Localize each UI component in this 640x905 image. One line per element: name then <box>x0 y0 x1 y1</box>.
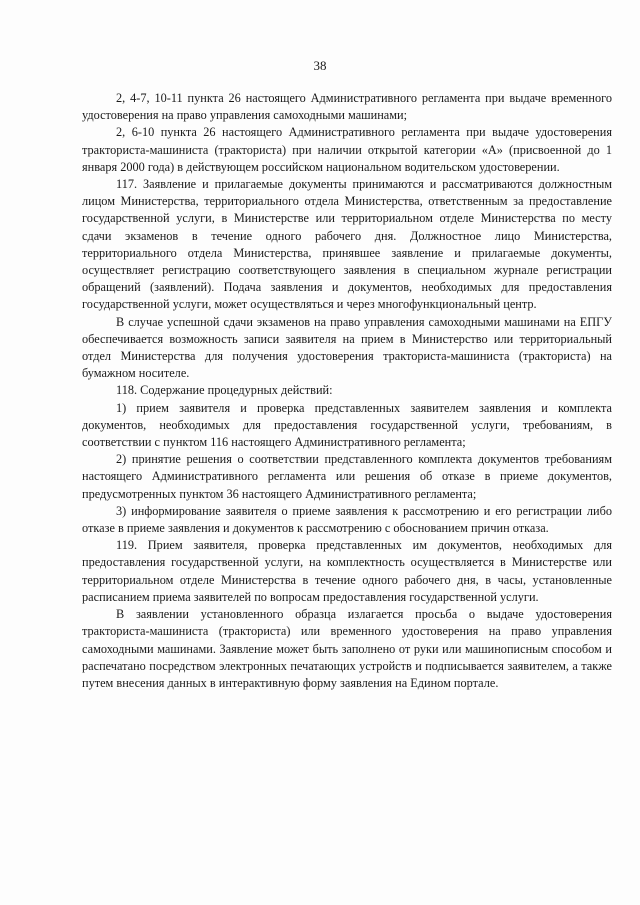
paragraph: 119. Прием заявителя, проверка представленных им документов, необходимых для предоставления государственной услуги, на комплектность осуществляется в Министерстве или территориальном отделе Министерства в течение одного рабочего дня, в часы, установленные расписанием приема заявителей по вопросам предоставления государственной услуги. <box>82 538 612 604</box>
paragraph: 2) принятие решения о соответствии представленного комплекта документов требованиям настоящего Административного регламента или решения об отказе в приеме документов, предусмотренных пунктом 36 настоящего Административного регламента; <box>82 452 612 501</box>
paragraph: 118. Содержание процедурных действий: <box>116 383 333 398</box>
paragraph: В случае успешной сдачи экзаменов на право управления самоходными машинами на ЕПГУ обеспечивается возможность записи заявителя на прием в Министерство или территориальный отдел Министерства для получения удостоверения тракториста-машиниста (тракториста) на бумажном носителе. <box>82 314 612 381</box>
paragraph: 117. Заявление и прилагаемые документы принимаются и рассматриваются должностным лицом Министерства, территориального отдела Министерства, ответственным за предоставление государственной услуги, в Министерстве или территориальном отделе Министерства по месту сдачи экзаменов в течение одного рабочего дня. Должностное лицо Министерства, территориального отдела Министерства, принявшее заявление и прилагаемые документы, осуществляет регистрацию соответствующего заявления в специальном журнале регистрации обращений (заявлений). Подача заявления и документов, необходимых для предоставления государственной услуги, может осуществляться и через многофункциональный центр. <box>82 177 612 312</box>
paragraph: 2, 4-7, 10-11 пункта 26 настоящего Административного регламента при выдаче временного удостоверения на право управления самоходными машинами; <box>82 91 612 123</box>
paragraph: 2, 6-10 пункта 26 настоящего Административного регламента при выдаче удостоверения тракториста-машиниста (тракториста) при наличии открытой категории «А» (присвоенной до 1 января 2000 года) в действующем российском национальном водительском удостоверении. <box>82 125 612 174</box>
document-body <box>82 90 612 692</box>
paragraph: 1) прием заявителя и проверка представленных заявителем заявления и комплекта документов, необходимых для предоставления государственной услуги, требованиям, в соответствии с пунктом 116 настоящего Административного регламента; <box>82 400 612 450</box>
paragraph: 3) информирование заявителя о приеме заявления к рассмотрению и его регистрации либо отказе в приеме заявления и документов к рассмотрению с обоснованием причин отказа. <box>82 503 612 536</box>
page-number: 38 <box>313 58 327 73</box>
paragraph: В заявлении установленного образца излагается просьба о выдаче удостоверения тракториста-машиниста (тракториста) или временного удостоверения на право управления самоходными машинами. Заявление может быть заполнено от руки или машинописным способом и распечатано посредством электронных печатающих устройств и подписывается заявителем, а также путем внесения данных в интерактивную форму заявления на Едином портале. <box>82 607 612 690</box>
